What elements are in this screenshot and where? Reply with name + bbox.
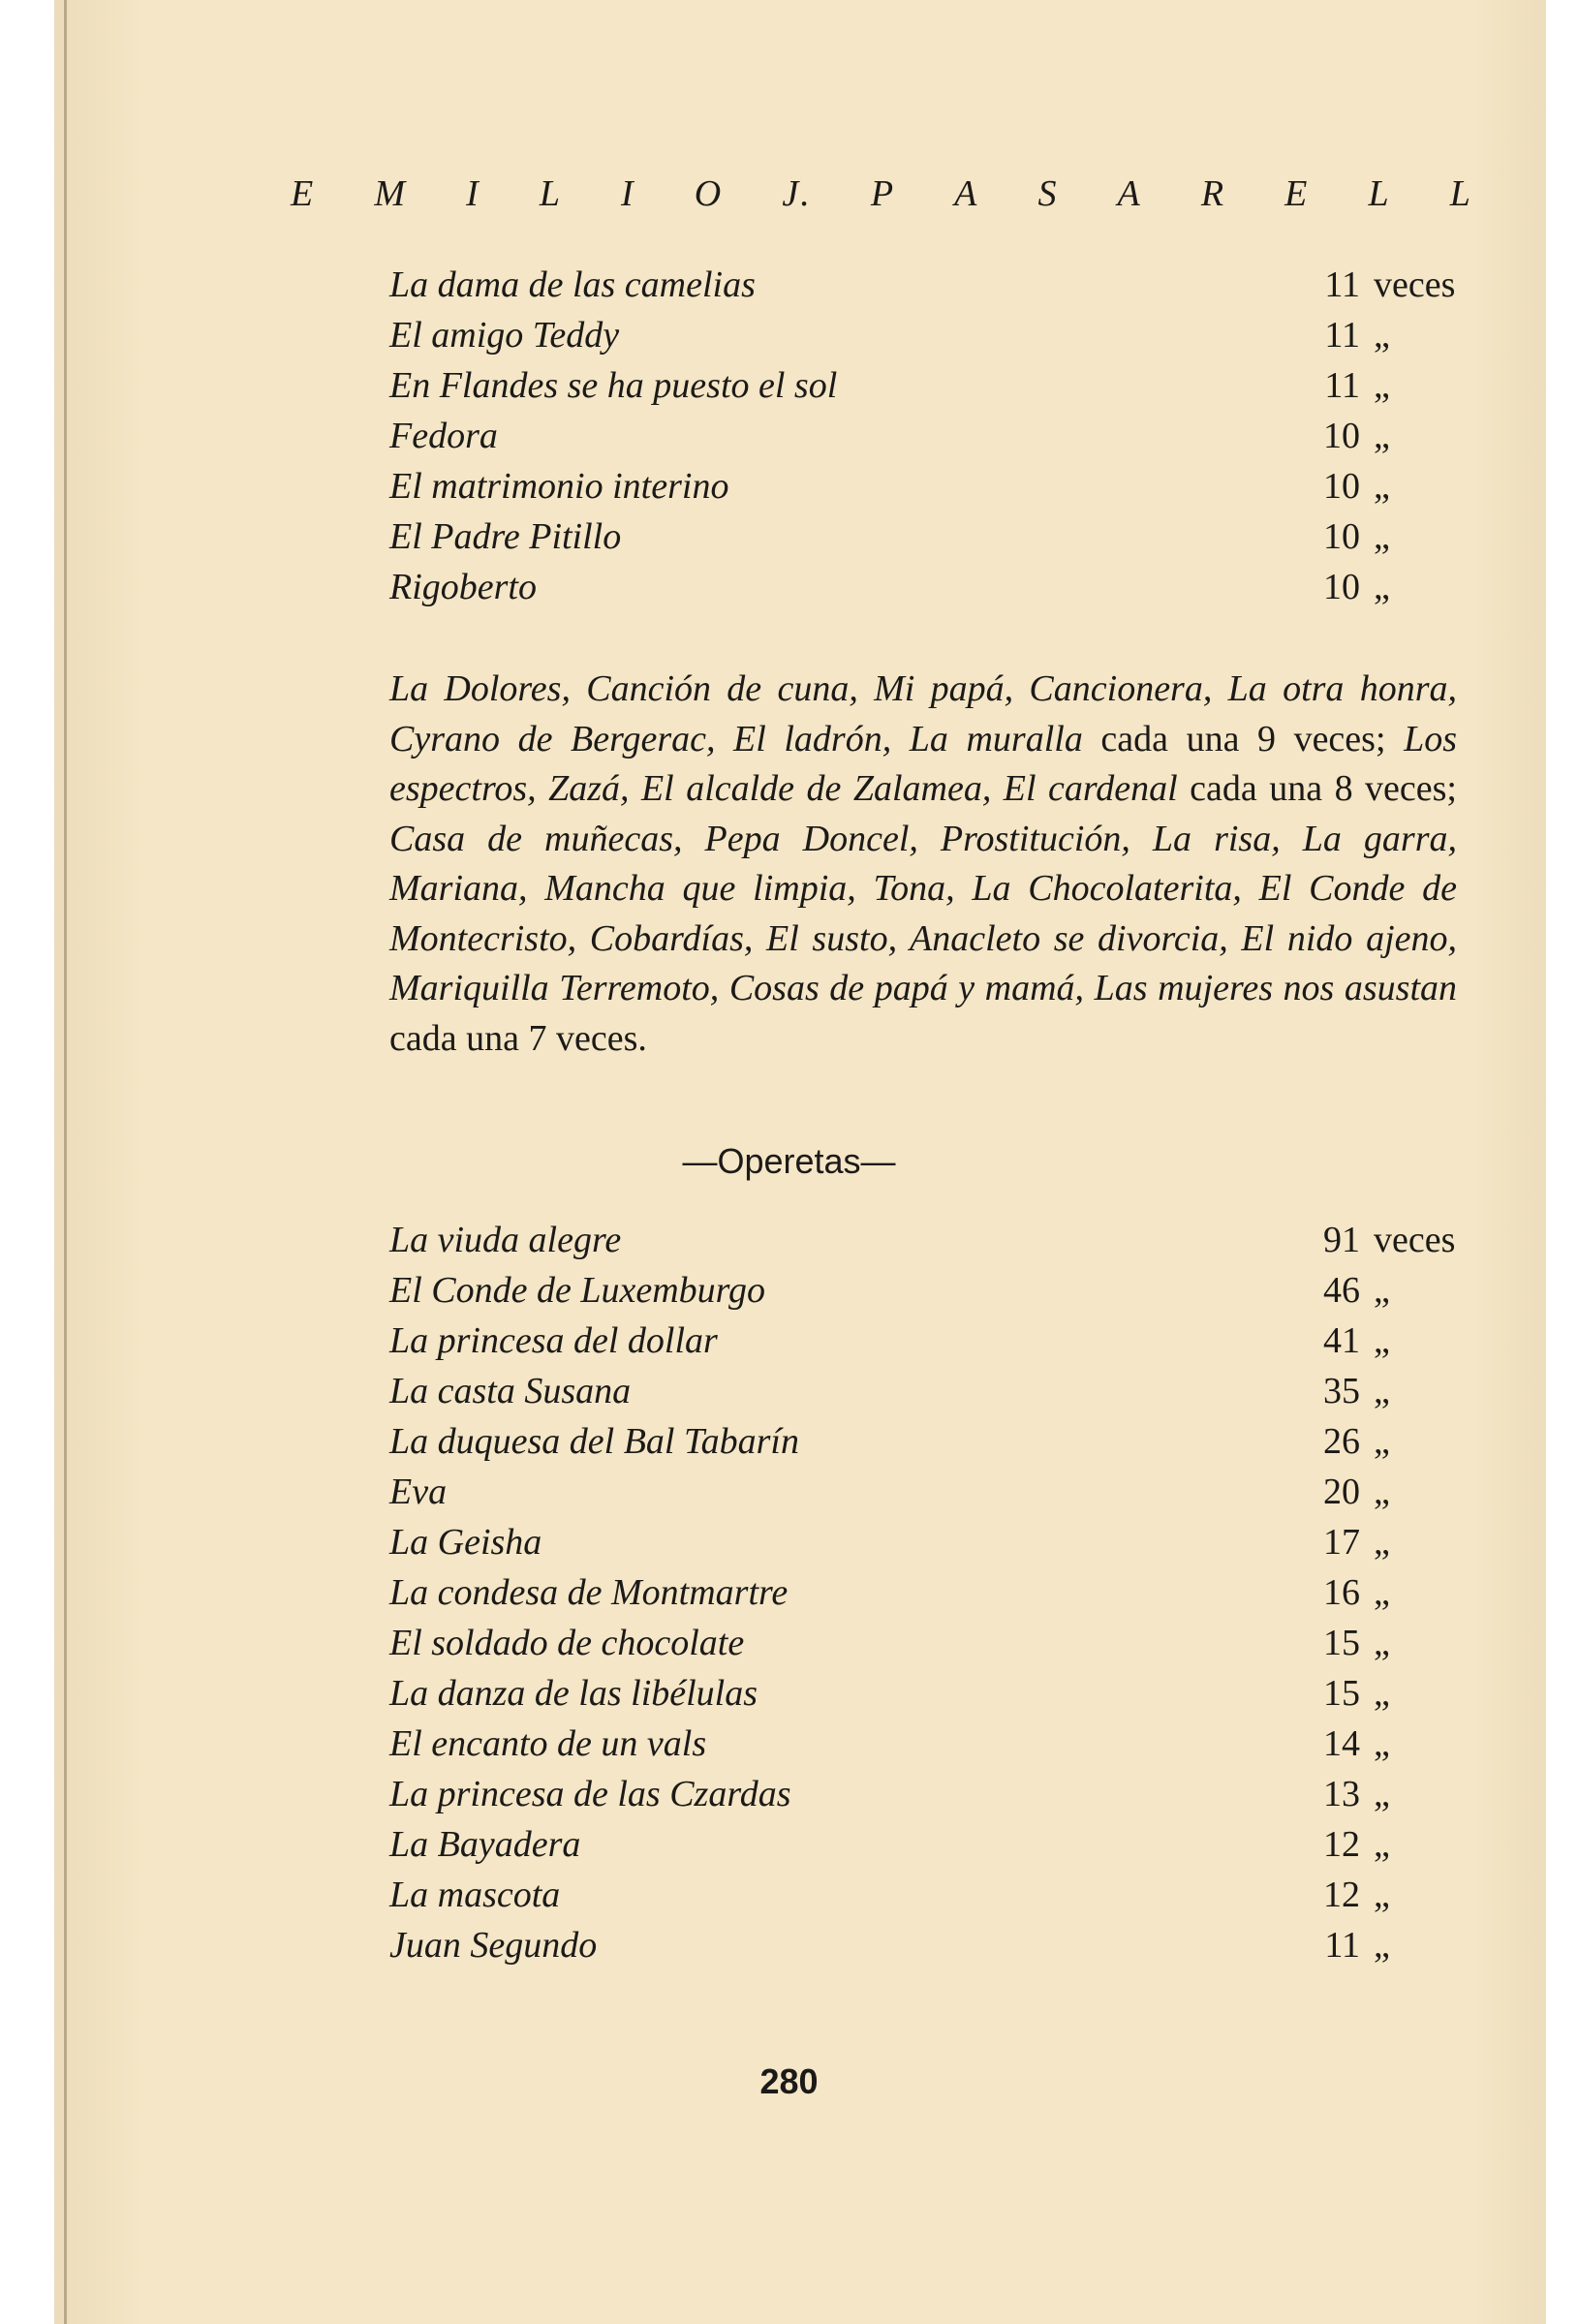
work-title: El matrimonio interino bbox=[389, 466, 729, 507]
count-unit: „ bbox=[1374, 466, 1390, 507]
work-title: La danza de las libélulas bbox=[389, 1673, 758, 1714]
count-unit: „ bbox=[1374, 1824, 1390, 1865]
performance-count bbox=[1302, 1874, 1457, 1916]
count-number: 10 bbox=[1323, 466, 1360, 507]
list-row bbox=[389, 1874, 1457, 1924]
running-head-letter: S bbox=[1037, 173, 1059, 214]
count-unit: „ bbox=[1374, 365, 1390, 406]
list-row bbox=[389, 364, 1457, 415]
work-title: El encanto de un vals bbox=[389, 1723, 707, 1764]
running-head-letter: A bbox=[954, 173, 979, 214]
work-title: Rigoberto bbox=[389, 567, 537, 607]
work-title: La princesa del dollar bbox=[389, 1320, 718, 1361]
list-row bbox=[389, 1471, 1457, 1521]
count-number: 10 bbox=[1323, 516, 1360, 557]
work-title: El Padre Pitillo bbox=[389, 516, 622, 557]
performance-count bbox=[1302, 364, 1457, 407]
page-number: 280 bbox=[759, 2061, 819, 2101]
work-title: La princesa de las Czardas bbox=[389, 1774, 791, 1814]
list-row bbox=[389, 1420, 1457, 1471]
titles-9-times: La Dolores, Canción de cuna, Mi papá, Cancionera, La otra honra, Cyrano de Bergerac, El ladrón, La muralla bbox=[389, 668, 1457, 759]
count-unit: „ bbox=[1374, 1270, 1390, 1311]
performance-count bbox=[1302, 1924, 1457, 1967]
count-unit: „ bbox=[1374, 516, 1390, 557]
list-row bbox=[389, 1924, 1457, 1974]
count-number: 10 bbox=[1323, 416, 1360, 456]
performance-count bbox=[1302, 566, 1457, 608]
performance-count bbox=[1302, 1773, 1457, 1815]
running-head-letter: M bbox=[374, 173, 407, 214]
running-head-letter: J. bbox=[782, 173, 812, 214]
list-row bbox=[389, 1319, 1457, 1370]
count-unit: „ bbox=[1374, 416, 1390, 456]
list-row bbox=[389, 1219, 1457, 1269]
count-unit: „ bbox=[1374, 1723, 1390, 1764]
running-head-letter: E bbox=[291, 173, 316, 214]
work-title: La Geisha bbox=[389, 1522, 542, 1563]
running-head-letter: A bbox=[1117, 173, 1142, 214]
count-unit: „ bbox=[1374, 1875, 1390, 1915]
work-title: Eva bbox=[389, 1472, 448, 1512]
performance-count bbox=[1302, 1823, 1457, 1866]
count-number: 14 bbox=[1323, 1723, 1360, 1764]
work-title: El amigo Teddy bbox=[389, 315, 620, 356]
work-title: El soldado de chocolate bbox=[389, 1623, 745, 1663]
count-unit: veces bbox=[1374, 264, 1456, 305]
count-number: 11 bbox=[1324, 1925, 1360, 1966]
running-head-letter: R bbox=[1200, 173, 1226, 214]
count-number: 17 bbox=[1323, 1522, 1360, 1563]
tail-7-times: cada una 7 veces. bbox=[389, 1017, 647, 1059]
list-row bbox=[389, 1722, 1457, 1773]
list-row bbox=[389, 1269, 1457, 1319]
performance-count bbox=[1302, 1672, 1457, 1715]
repertoire-paragraph bbox=[389, 665, 1457, 1064]
count-number: 15 bbox=[1323, 1673, 1360, 1714]
count-number: 12 bbox=[1323, 1824, 1360, 1865]
work-title: La viuda alegre bbox=[389, 1220, 622, 1260]
count-number: 10 bbox=[1323, 567, 1360, 607]
count-number: 46 bbox=[1323, 1270, 1360, 1311]
list-row bbox=[389, 1622, 1457, 1672]
performance-count bbox=[1302, 263, 1457, 306]
running-head-letter: L bbox=[539, 173, 562, 214]
running-head-letter: I bbox=[466, 173, 480, 214]
running-head-letter: P bbox=[870, 173, 896, 214]
performance-count bbox=[1302, 1622, 1457, 1664]
count-number: 91 bbox=[1323, 1220, 1360, 1260]
performance-count bbox=[1302, 1571, 1457, 1614]
work-title: La casta Susana bbox=[389, 1371, 632, 1411]
count-unit: „ bbox=[1374, 1623, 1390, 1663]
count-unit: „ bbox=[1374, 567, 1390, 607]
count-unit: „ bbox=[1374, 1522, 1390, 1563]
count-unit: „ bbox=[1374, 1421, 1390, 1462]
list-row bbox=[389, 1370, 1457, 1420]
count-unit: „ bbox=[1374, 1774, 1390, 1814]
performance-count bbox=[1302, 1722, 1457, 1765]
tail-8-times: cada una 8 veces; bbox=[1177, 768, 1457, 809]
list-row bbox=[389, 1823, 1457, 1874]
count-unit: „ bbox=[1374, 1320, 1390, 1361]
count-unit: „ bbox=[1374, 1673, 1390, 1714]
count-number: 41 bbox=[1323, 1320, 1360, 1361]
list-row bbox=[389, 465, 1457, 515]
count-number: 16 bbox=[1323, 1572, 1360, 1613]
count-unit: veces bbox=[1374, 1220, 1456, 1260]
performance-count bbox=[1302, 1269, 1457, 1312]
count-unit: „ bbox=[1374, 315, 1390, 356]
performance-count bbox=[1302, 465, 1457, 508]
list-row bbox=[389, 314, 1457, 364]
performance-count bbox=[1302, 1370, 1457, 1412]
running-head-letter: I bbox=[621, 173, 635, 214]
work-title: El Conde de Luxemburgo bbox=[389, 1270, 766, 1311]
work-title: La duquesa del Bal Tabarín bbox=[389, 1421, 799, 1462]
work-title: Juan Segundo bbox=[389, 1925, 598, 1966]
work-title: En Flandes se ha puesto el sol bbox=[389, 365, 838, 406]
count-unit: „ bbox=[1374, 1371, 1390, 1411]
titles-7-times: Casa de muñecas, Pepa Doncel, Prostitución, La risa, La garra, Mariana, Mancha que limpia, Tona, La Chocolaterita, El Conde de Montecristo, Cobardías, El susto, Anacleto se divorcia, El nido ajeno, Mariquilla Terremoto, Cosas de papá y mamá, Las mujeres nos asustan bbox=[389, 818, 1457, 1008]
work-title: Fedora bbox=[389, 416, 498, 456]
performance-count bbox=[1302, 314, 1457, 356]
count-number: 35 bbox=[1323, 1371, 1360, 1411]
list-row bbox=[389, 1521, 1457, 1571]
operetas-heading: —Operetas— bbox=[682, 1141, 896, 1181]
count-number: 15 bbox=[1323, 1623, 1360, 1663]
tail-9-times: cada una 9 veces; bbox=[1082, 718, 1405, 759]
running-head-letter: L bbox=[1368, 173, 1391, 214]
performance-count bbox=[1302, 1471, 1457, 1513]
list-row bbox=[389, 515, 1457, 566]
work-title: La mascota bbox=[389, 1875, 561, 1915]
performance-count bbox=[1302, 1319, 1457, 1362]
running-head bbox=[291, 172, 1472, 215]
running-head-letter: L bbox=[1449, 173, 1472, 214]
count-unit: „ bbox=[1374, 1925, 1390, 1966]
count-number: 11 bbox=[1324, 264, 1360, 305]
count-number: 12 bbox=[1323, 1875, 1360, 1915]
count-unit: „ bbox=[1374, 1472, 1390, 1512]
performance-count bbox=[1302, 415, 1457, 457]
performance-count bbox=[1302, 1420, 1457, 1463]
count-number: 13 bbox=[1323, 1774, 1360, 1814]
running-head-letter: E bbox=[1284, 173, 1310, 214]
count-number: 11 bbox=[1324, 315, 1360, 356]
list-row bbox=[389, 1773, 1457, 1823]
count-number: 11 bbox=[1324, 365, 1360, 406]
operetas-list bbox=[389, 1219, 1457, 1974]
performance-count bbox=[1302, 515, 1457, 558]
list-row bbox=[389, 263, 1457, 314]
list-row bbox=[389, 415, 1457, 465]
titles-8-times: Los espectros, Zazá, El alcalde de Zalamea, El cardenal bbox=[389, 718, 1458, 809]
count-number: 20 bbox=[1323, 1472, 1360, 1512]
work-title: La dama de las camelias bbox=[389, 264, 756, 305]
work-title: La Bayadera bbox=[389, 1824, 581, 1865]
performance-count bbox=[1302, 1521, 1457, 1564]
list-row bbox=[389, 566, 1457, 616]
list-row bbox=[389, 1672, 1457, 1722]
performance-count bbox=[1302, 1219, 1457, 1261]
count-unit: „ bbox=[1374, 1572, 1390, 1613]
list-row bbox=[389, 1571, 1457, 1622]
comedias-list bbox=[389, 263, 1457, 616]
work-title: La condesa de Montmartre bbox=[389, 1572, 789, 1613]
running-head-letter: O bbox=[694, 173, 724, 214]
count-number: 26 bbox=[1323, 1421, 1360, 1462]
